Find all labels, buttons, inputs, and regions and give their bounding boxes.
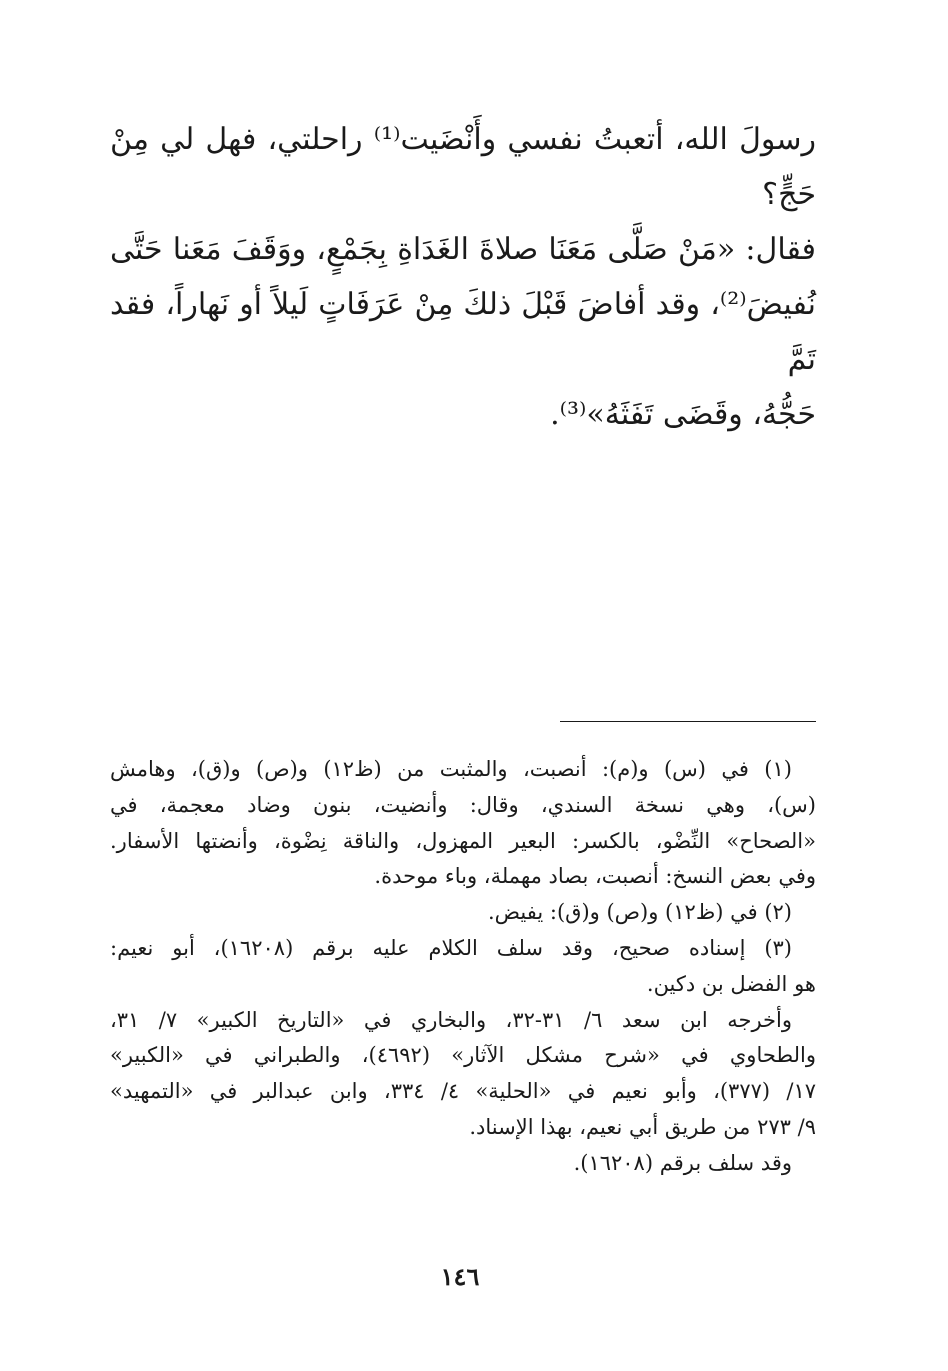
main-text-line: رسولَ الله، أتعبتُ نفسي وأَنْضَيت⁽¹⁾ راحلتي، فهل لي مِنْ حَجٍّ؟: [110, 122, 816, 212]
main-text-line: فقال: «مَنْ صَلَّى مَعَنَا صلاةَ الغَدَاةِ بِجَمْعٍ، ووَقَفَ مَعَنا حَتَّى: [110, 232, 816, 267]
footnote-line: (٢) في (ظ١٢) و(ص) و(ق): يفيض.: [488, 900, 792, 925]
footnote-line: والطحاوي في «شرح مشكل الآثار» (٤٦٩٢)، والطبراني في «الكبير»: [110, 1043, 816, 1068]
footnote-line: هو الفضل بن دكين.: [646, 971, 816, 996]
footnote-line: وأخرجه ابن سعد ٦/ ٣١-٣٢، والبخاري في «التاريخ الكبير» ٧/ ٣١،: [110, 1007, 792, 1032]
footnote-line: (١) في (س) و(م): أنصبت، والمثبت من (ظ١٢) و(ص) و(ق)، وهامش: [110, 757, 792, 781]
main-text-line: نُفيضَ⁽²⁾، وقد أفاضَ قَبْلَ ذلكَ مِنْ عَرَفَاتٍ لَيلاً أو نَهاراً، فقد تَمَّ: [110, 287, 816, 377]
footnote-line: «الصحاح» النِّضْو، بالكسر: البعير المهزول، والناقة نِضْوة، وأنضتها الأسفار.: [110, 828, 816, 853]
footnote-line: ١٧/ (٣٧٧)، وأبو نعيم في «الحلية» ٤/ ٣٣٤، وابن عبدالبر في «التمهيد»: [110, 1079, 816, 1104]
footnote-line: وفي بعض النسخ: أنصبت، بصاد مهملة، وباء موحدة.: [374, 864, 816, 889]
footnote-line: (س)، وهي نسخة السندي، وقال: وأنضيت، بنون وضاد معجمة، في: [110, 792, 816, 817]
footnotes-block: [110, 752, 816, 1182]
main-text-line: حَجُّهُ، وقَضَى تَفَثَهُ»⁽³⁾.: [550, 397, 816, 432]
footnote-line: وقد سلف برقم (١٦٢٠٨).: [573, 1150, 792, 1175]
footnote-line: ٩/ ٢٧٣ من طريق أبي نعيم، بهذا الإسناد.: [469, 1114, 816, 1139]
main-text-block: [110, 112, 816, 442]
footnote-separator: [560, 721, 816, 722]
footnote-line: (٣) إسناده صحيح، وقد سلف الكلام عليه برقم (١٦٢٠٨)، أبو نعيم:: [110, 935, 792, 960]
page-number: ١٤٦: [440, 1262, 480, 1291]
